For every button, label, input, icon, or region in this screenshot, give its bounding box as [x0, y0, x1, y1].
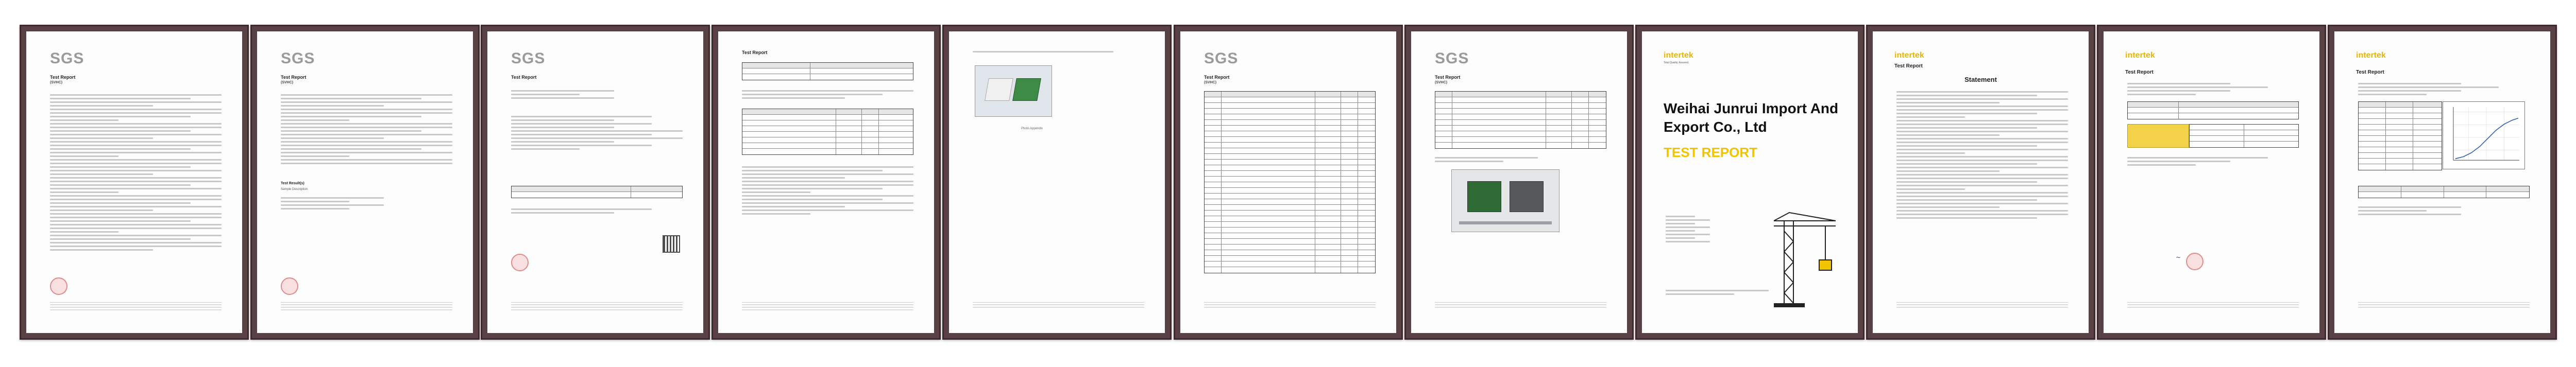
- svhc-table: [1435, 91, 1606, 149]
- page-header: Test Report: [1204, 75, 1230, 80]
- client-info-block: [511, 88, 683, 101]
- page-footer: [742, 302, 913, 318]
- stamp-seal: [511, 254, 529, 271]
- page-subheader: (SVHC): [50, 81, 63, 84]
- certificate-frame-6[interactable]: [1174, 25, 1403, 340]
- page-footer: [2127, 302, 2299, 318]
- certificate-frame-3[interactable]: [481, 25, 710, 340]
- sample-photo: [1451, 169, 1560, 232]
- page-subheader: (SVHC): [1435, 81, 1448, 84]
- results-graph: [2443, 101, 2525, 169]
- certificate-frame-4[interactable]: [711, 25, 941, 340]
- certificate-frame-11[interactable]: [2328, 25, 2557, 340]
- page-footer: [1896, 302, 2068, 318]
- page-footer: [2358, 302, 2530, 318]
- document-page: [487, 31, 703, 333]
- signature: ~: [2176, 254, 2181, 261]
- svhc-table: [1204, 91, 1376, 273]
- body-text-block: [50, 92, 222, 253]
- document-page: [1180, 31, 1396, 333]
- document-page: [2334, 31, 2550, 333]
- document-page: [1411, 31, 1627, 333]
- sgs-logo: SGS: [50, 50, 84, 67]
- document-page: [1642, 31, 1858, 333]
- data-table: [2358, 101, 2442, 170]
- certificate-frame-9[interactable]: [1866, 25, 2095, 340]
- intertek-logo-text: intertek: [1664, 51, 1693, 60]
- page-footer: [50, 302, 222, 318]
- certificate-frame-1[interactable]: [20, 25, 249, 340]
- page-header: Test Report: [50, 75, 76, 80]
- page-header: Test Report: [511, 75, 537, 80]
- conclusion-heading: Test Result(s): [281, 182, 304, 185]
- note-text-block: [511, 206, 683, 216]
- sample-table: [2127, 101, 2299, 119]
- certificate-frame-8[interactable]: [1635, 25, 1865, 340]
- intertek-logo-text: intertek: [1894, 51, 1924, 60]
- stamp-seal: [50, 277, 67, 295]
- document-page: [257, 31, 473, 333]
- summary-table: [2358, 186, 2530, 198]
- notes-text: [2358, 204, 2530, 217]
- report-title: TEST REPORT: [1664, 145, 1758, 160]
- certificate-frame-10[interactable]: [2097, 25, 2326, 340]
- document-page: [26, 31, 242, 333]
- intertek-logo: [1894, 51, 1924, 60]
- footer-text: [1666, 288, 1837, 297]
- page-footer: [973, 302, 1144, 318]
- test-conditions-table: [742, 62, 913, 80]
- remarks-text: [2127, 155, 2299, 168]
- intertek-logo-text: intertek: [2356, 51, 2386, 60]
- statement-title: Statement: [1964, 76, 1997, 83]
- grey-sample: [1510, 181, 1544, 212]
- sample-photo: [975, 65, 1052, 117]
- body-text-block: [281, 92, 452, 166]
- company-name: Weihai Junrui Import And Export Co., Ltd: [1664, 100, 1839, 135]
- results-table: [742, 109, 913, 155]
- page-footer: [1435, 302, 1606, 318]
- ruler: [1459, 221, 1552, 224]
- page-header: Test Report: [2125, 69, 2154, 75]
- sample-info-block: [511, 114, 683, 152]
- certificate-frame-7[interactable]: [1404, 25, 1634, 340]
- page-header-line: [973, 49, 1144, 55]
- page-subheader: (SVHC): [1204, 81, 1217, 84]
- statement-text: [1896, 89, 2068, 221]
- results-text-block: [281, 195, 452, 212]
- sample-description-label: Sample Description: [281, 188, 308, 191]
- certificate-frame-5[interactable]: [942, 25, 1172, 340]
- page-header: Test Report: [1435, 75, 1461, 80]
- sgs-logo: SGS: [281, 50, 315, 67]
- report-info-block: [1666, 214, 1739, 244]
- page-footer: [511, 302, 683, 318]
- page-subheader: (SVHC): [281, 81, 294, 84]
- body-text-block: [742, 88, 913, 101]
- intertek-logo-text: intertek: [2125, 51, 2155, 60]
- sgs-logo: SGS: [1435, 50, 1469, 67]
- result-table: [2189, 124, 2299, 148]
- page-footer: [1204, 302, 1376, 318]
- client-info-block: [2358, 81, 2530, 97]
- notes-text-block: [1435, 155, 1606, 164]
- client-info-block: [2127, 81, 2299, 97]
- intertek-logo: [1664, 51, 1693, 60]
- white-sample: [985, 78, 1013, 101]
- notes-text-block: [742, 164, 913, 217]
- sgs-logo: SGS: [1204, 50, 1239, 67]
- document-page: [1873, 31, 2089, 333]
- sgs-logo: SGS: [511, 50, 546, 67]
- intertek-logo: [2125, 51, 2155, 60]
- result-highlight: [2127, 124, 2189, 148]
- stamp-seal: [281, 277, 298, 295]
- green-sample: [1467, 181, 1501, 212]
- certificate-frame-2[interactable]: [250, 25, 480, 340]
- intertek-tagline: Total Quality. Assured.: [1664, 61, 1689, 64]
- document-page: [718, 31, 934, 333]
- summary-table: [511, 186, 683, 198]
- document-page: [949, 31, 1165, 333]
- page-footer: [281, 302, 452, 318]
- stamp-seal: [2186, 253, 2204, 270]
- page-header: Test Report: [2356, 69, 2384, 75]
- page-header: Test Report: [281, 75, 307, 80]
- green-sample: [1012, 78, 1041, 101]
- intertek-logo: [2356, 51, 2386, 60]
- qr-code: [663, 235, 680, 253]
- photo-caption: Photo Appendix: [1021, 127, 1043, 130]
- page-header: Test Report: [742, 50, 768, 55]
- page-header: Test Report: [1894, 63, 1923, 69]
- document-page: [2104, 31, 2319, 333]
- crane-icon: [1764, 211, 1841, 313]
